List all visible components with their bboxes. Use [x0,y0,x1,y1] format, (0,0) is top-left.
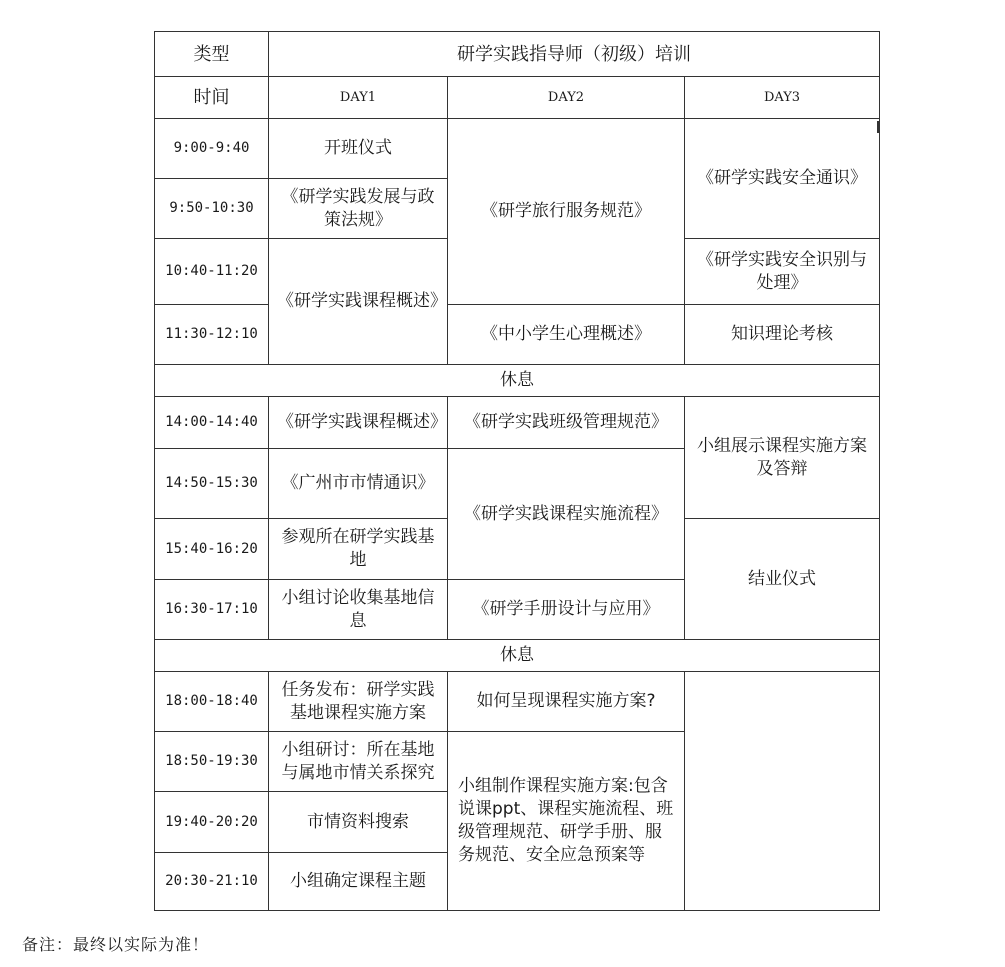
session-cell: 小组讨论收集基地信息 [269,580,448,640]
border-tick-mark [877,121,879,133]
session-cell: 《研学实践课程实施流程》 [448,449,685,580]
session-cell: 任务发布：研学实践基地课程实施方案 [269,672,448,732]
session-cell: 《研学实践课程概述》 [269,239,448,365]
session-cell: 《研学实践发展与政策法规》 [269,179,448,239]
session-cell: 《研学实践课程概述》 [269,397,448,449]
time-slot: 20:30-21:10 [155,853,269,911]
table-row [155,672,880,732]
day-header-row [155,77,880,119]
title-row [155,32,880,77]
time-label: 时间 [155,77,269,119]
footnote: 备注：最终以实际为准！ [22,935,210,954]
time-slot: 18:50-19:30 [155,732,269,792]
type-label: 类型 [155,32,269,77]
session-cell: 如何呈现课程实施方案? [448,672,685,732]
schedule-sheet [154,31,880,911]
session-cell: 小组制作课程实施方案:包含说课ppt、课程实施流程、班级管理规范、研学手册、服务规范、安全应急预案等 [448,732,685,911]
time-slot: 9:50-10:30 [155,179,269,239]
session-cell: 参观所在研学实践基地 [269,519,448,580]
break-label: 休息 [155,640,880,672]
break-row [155,365,880,397]
time-slot: 14:50-15:30 [155,449,269,519]
session-cell: 结业仪式 [685,519,880,640]
session-cell: 《研学实践安全识别与处理》 [685,239,880,305]
day3-header: DAY3 [685,77,880,119]
session-cell: 小组确定课程主题 [269,853,448,911]
session-cell: 《研学手册设计与应用》 [448,580,685,640]
time-slot: 15:40-16:20 [155,519,269,580]
time-slot: 9:00-9:40 [155,119,269,179]
table-row [155,305,880,365]
session-cell: 市情资料搜索 [269,792,448,853]
table-row [155,397,880,449]
session-cell: 《研学实践班级管理规范》 [448,397,685,449]
break-label: 休息 [155,365,880,397]
break-row [155,640,880,672]
time-slot: 19:40-20:20 [155,792,269,853]
session-cell: 《研学实践安全通识》 [685,119,880,239]
time-slot: 11:30-12:10 [155,305,269,365]
time-slot: 14:00-14:40 [155,397,269,449]
table-row [155,119,880,179]
session-cell: 知识理论考核 [685,305,880,365]
time-slot: 18:00-18:40 [155,672,269,732]
empty-day3-cell [685,672,880,911]
time-slot: 16:30-17:10 [155,580,269,640]
course-title: 研学实践指导师（初级）培训 [269,32,880,77]
schedule-table [154,31,880,911]
day1-header: DAY1 [269,77,448,119]
session-cell: 《研学旅行服务规范》 [448,119,685,305]
day2-header: DAY2 [448,77,685,119]
time-slot: 10:40-11:20 [155,239,269,305]
session-cell: 小组展示课程实施方案及答辩 [685,397,880,519]
session-cell: 《中小学生心理概述》 [448,305,685,365]
session-cell: 小组研讨：所在基地与属地市情关系探究 [269,732,448,792]
session-cell: 开班仪式 [269,119,448,179]
session-cell: 《广州市市情通识》 [269,449,448,519]
